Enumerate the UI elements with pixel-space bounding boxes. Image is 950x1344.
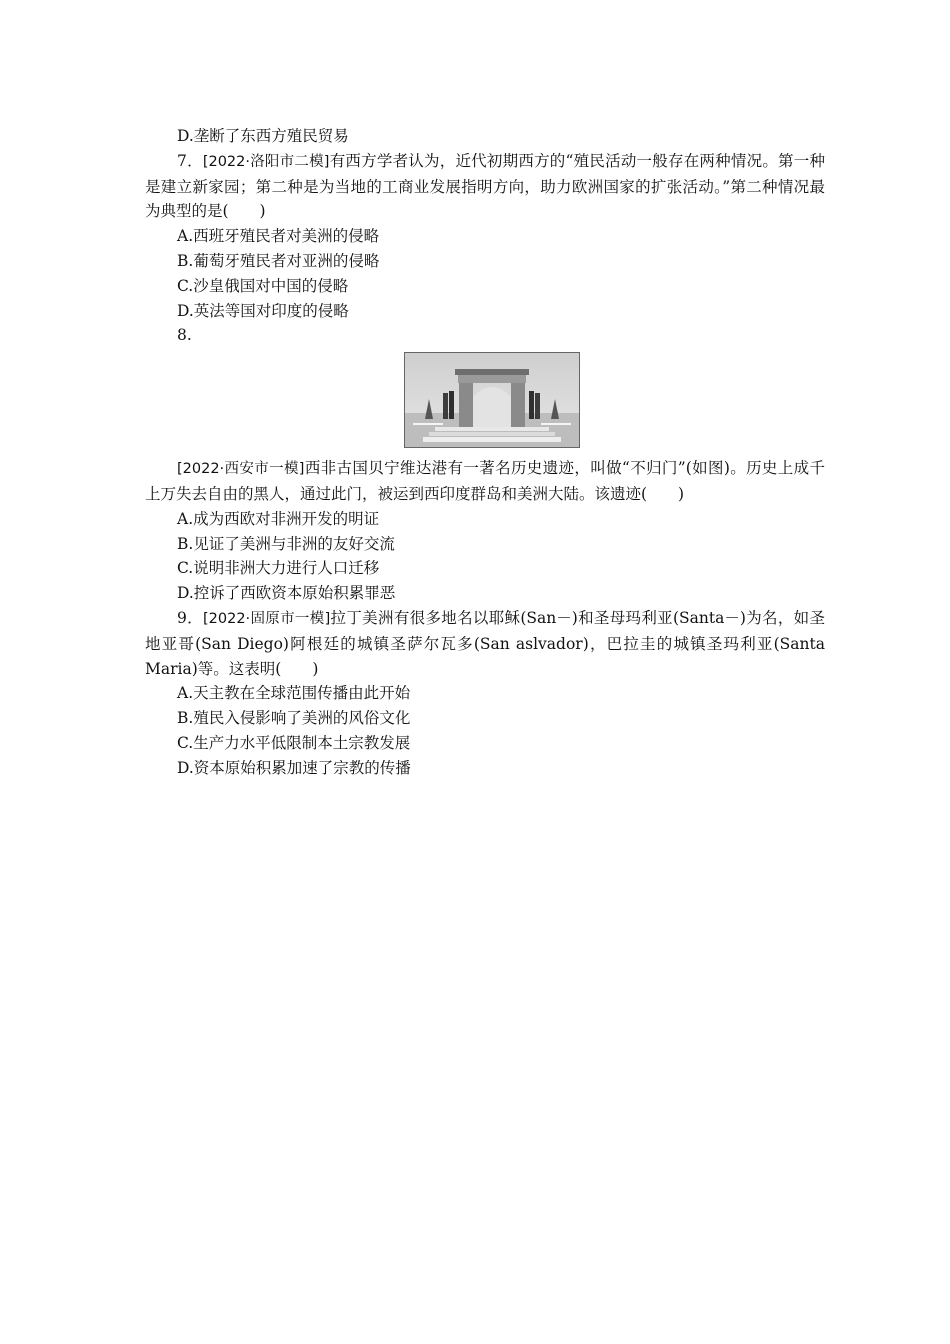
q7-stem — [145, 149, 825, 224]
document-page — [145, 124, 825, 781]
q9-stem-text: 拉丁美洲有很多地名以耶稣(San－)和圣母玛利亚(Santa－)为名，如圣地亚哥(San Diego)阿根廷的城镇圣萨尔瓦多(San aslvador)，巴拉圭的城镇圣玛利亚(Santa Maria)等。这表明( ) — [145, 608, 825, 678]
q8-stem-text: 西非古国贝宁维达港有一著名历史遗迹，叫做“不归门”(如图)。历史上成千上万失去自由的黑人，通过此门，被运到西印度群岛和美洲大陆。该遗迹( ) — [145, 459, 825, 503]
door-of-no-return-photo — [404, 352, 580, 448]
q9-source: [2022·固原市一模] — [203, 610, 331, 627]
q8-source: [2022·西安市一模] — [177, 461, 305, 478]
q9-option-a: A.天主教在全球范围传播由此开始 — [177, 684, 411, 703]
q7-option-a: A.西班牙殖民者对美洲的侵略 — [177, 227, 380, 246]
q7-stem-text: 有西方学者认为，近代初期西方的“殖民活动一般存在两种情况。第一种是建立新家园；第二种是为当地的工商业发展指明方向，助力欧洲国家的扩张活动。”第二种情况最为典型的是( ) — [145, 151, 825, 221]
q7-source: [2022·洛阳市二模] — [202, 153, 330, 170]
q6-option-d: D.垄断了东西方殖民贸易 — [177, 127, 349, 145]
q9-option-d: D.资本原始积累加速了宗教的传播 — [177, 758, 411, 777]
q8-number: 8. — [177, 326, 192, 345]
q9-stem — [145, 606, 825, 681]
q7-option-c: C.沙皇俄国对中国的侵略 — [177, 276, 349, 295]
q8-option-d: D.控诉了西欧资本原始积累罪恶 — [177, 584, 396, 603]
q7-option-d: D.英法等国对印度的侵略 — [177, 301, 349, 320]
q8-option-c: C.说明非洲大力进行人口迁移 — [177, 559, 380, 578]
q8-option-b: B.见证了美洲与非洲的友好交流 — [177, 534, 395, 553]
q8-option-a: A.成为西欧对非洲开发的明证 — [177, 509, 380, 528]
q9-option-c: C.生产力水平低限制本土宗教发展 — [177, 733, 411, 752]
q9-option-b: B.殖民入侵影响了美洲的风俗文化 — [177, 709, 411, 728]
q9-number: 9． — [177, 608, 203, 627]
q8-stem — [145, 456, 825, 507]
q7-option-b: B.葡萄牙殖民者对亚洲的侵略 — [177, 251, 380, 270]
q7-number: 7． — [177, 151, 203, 170]
q8-figure-container — [145, 348, 825, 456]
